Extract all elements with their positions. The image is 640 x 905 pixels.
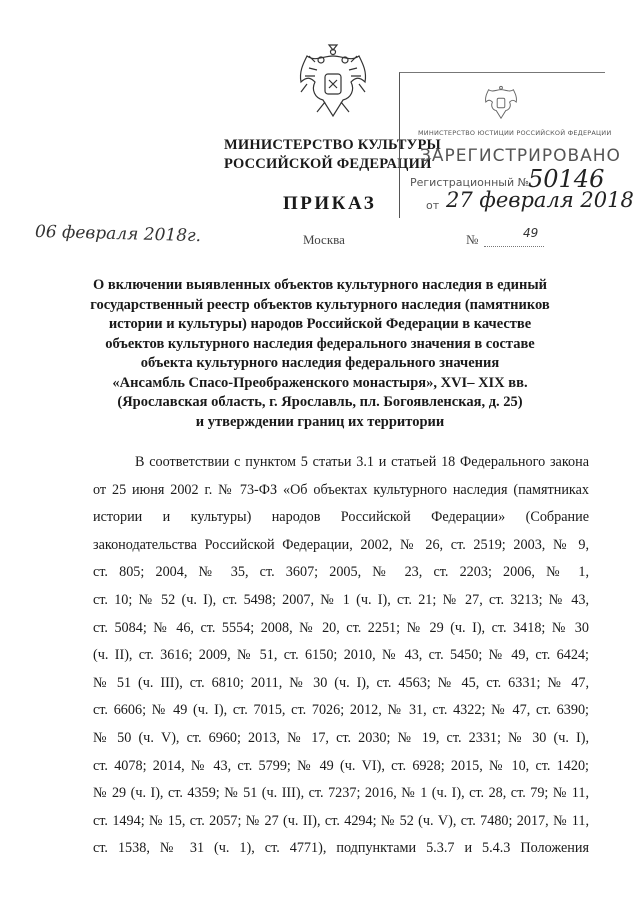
heading-line: «Ансамбль Спасо-Преображенского монастыря», XVI– XIX вв. (112, 374, 528, 391)
stamp-registered: ЗАРЕГИСТРИРОВАНО (420, 146, 621, 166)
heading-line: объектов культурного наследия федерального значения в составе (105, 335, 535, 352)
stamp-date-label: от (426, 199, 440, 212)
body-line: № 50 (ч. V), ст. 6960; 2013, № 17, ст. 2030; № 19, ст. 2331; № 30 (ч. I), (93, 729, 589, 746)
order-number-value: 49 (523, 226, 539, 240)
ministry-name-line2: РОССИЙСКОЙ ФЕДЕРАЦИИ (224, 156, 432, 172)
body-line: ст. 4078; 2014, № 43, ст. 5799; № 49 (ч. VI), ст. 6928; 2015, № 10, ст. 1420; (93, 757, 589, 774)
stamp-date: 27 февраля 2018 (446, 188, 634, 212)
body-line: № 29 (ч. I), ст. 4359; № 51 (ч. III), ст. 7237; 2016, № 1 (ч. I), ст. 28, ст. 79; № 11, (93, 785, 589, 802)
body-line: ст. 6606; № 49 (ч. I), ст. 7015, ст. 7026; 2012, № 31, ст. 4322; № 47, ст. 6390; (93, 702, 589, 719)
heading-line: объекта культурного наследия федерального значения (140, 355, 500, 371)
city-label: Москва (303, 232, 345, 247)
body-line: законодательства Российской Федерации, 2002, № 26, ст. 2519; 2003, № 9, (93, 536, 589, 553)
handwritten-date: 06 февраля 2018г. (34, 221, 202, 247)
ministry-name-line1: МИНИСТЕРСТВО КУЛЬТУРЫ (224, 137, 441, 153)
order-body (93, 449, 589, 863)
body-line: В соответствии с пунктом 5 статьи 3.1 и статьей 18 Федерального закона (135, 454, 589, 470)
stamp-ministry: МИНИСТЕРСТВО ЮСТИЦИИ РОССИЙСКОЙ ФЕДЕРАЦИИ (418, 129, 612, 137)
order-number-label: № (466, 232, 479, 247)
body-line: ст. 10; № 52 (ч. I), ст. 5498; 2007, № 1 (ч. I), ст. 21; № 27, ст. 3213; № 43, (93, 591, 589, 608)
body-line: от 25 июня 2002 г. № 73-ФЗ «Об объектах культурного наследия (памятниках (93, 481, 589, 498)
heading-line: государственный реестр объектов культурного наследия (памятников (90, 296, 550, 313)
stamp-registration-label: Регистрационный № (410, 176, 530, 189)
body-line: № 51 (ч. III), ст. 6810; 2011, № 30 (ч. I), ст. 4563; № 45, ст. 6331; № 47, (93, 674, 589, 691)
order-title: ПРИКАЗ (283, 193, 377, 214)
stamp-registration-number: 50146 (528, 165, 605, 193)
heading-line: истории и культуры) народов Российской Федерации в качестве (108, 316, 532, 332)
body-line: ст. 1494; № 15, ст. 2057; № 27 (ч. II), ст. 4294; № 52 (ч. V), ст. 7480; 2017, № 11, (93, 812, 589, 829)
body-line: ст. 5084; № 46, ст. 5554; 2008, № 20, ст. 2251; № 29 (ч. I), ст. 3418; № 30 (93, 619, 589, 636)
body-line: (ч. II), ст. 3616; 2009, № 51, ст. 6150; 2010, № 43, ст. 5450; № 49, ст. 6424; (93, 647, 589, 664)
body-line: ст. 1538, № 31 (ч. 1), ст. 4771), подпунктами 5.3.7 и 5.4.3 Положения (93, 840, 589, 857)
registration-stamp (399, 72, 634, 218)
heading-line: и утверждении границ их территории (195, 413, 445, 430)
body-line: ст. 805; 2004, № 35, ст. 3607; 2005, № 23, ст. 2203; 2006, № 1, (93, 564, 589, 581)
body-line: истории и культуры) народов Российской Федерации» (Собрание (93, 509, 589, 526)
order-number-underline (484, 246, 544, 247)
heading-line: (Ярославская область, г. Ярославль, пл. Богоявленская, д. 25) (117, 394, 523, 410)
coat-of-arms-icon (293, 42, 373, 126)
order-heading (80, 276, 560, 432)
stamp-emblem-icon (482, 83, 520, 123)
heading-line: О включении выявленных объектов культурного наследия в единый (92, 277, 548, 293)
